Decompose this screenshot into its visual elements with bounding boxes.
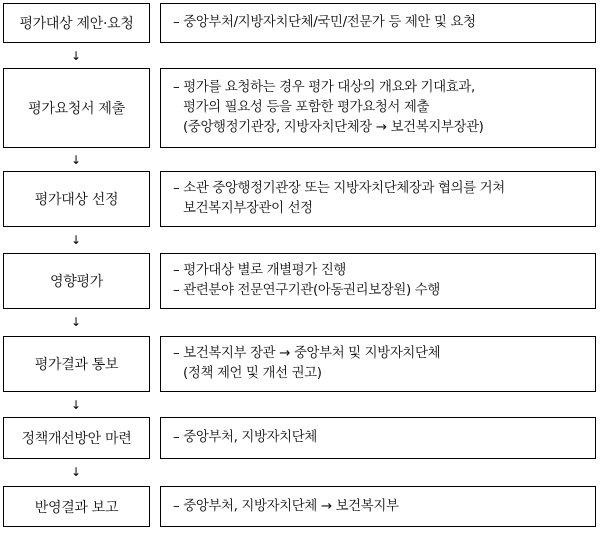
detail-box [160,3,596,43]
detail-box [160,253,596,309]
detail-line: – 평가를 요청하는 경우 평가 대상의 개요와 기대효과, [173,80,475,95]
detail-line: – 보건복지부 장관 → 중앙부처 및 지방자치단체 [173,346,441,361]
step-selection [0,171,600,227]
flow-arrow: ↓ [70,153,82,167]
step-result-report [0,486,600,527]
stage-box: 평가대상 선정 [3,171,150,227]
detail-box [160,417,596,459]
detail-line: 보건복지부장관이 선정 [183,201,313,216]
detail-box [160,68,596,148]
detail-box [160,336,596,392]
detail-box [160,171,596,227]
step-assessment [0,253,600,309]
detail-box [160,486,596,527]
step-request [0,68,600,148]
stage-box: 정책개선방안 마련 [3,417,150,459]
flow-arrow: ↓ [70,49,82,63]
flow-arrow: ↓ [70,398,82,412]
detail-line: 평가의 필요성 등을 포함한 평가요청서 제출 [183,100,430,115]
flow-arrow: ↓ [70,315,82,329]
stage-box: 반영결과 보고 [3,486,150,527]
step-improvement-plan [0,417,600,459]
stage-box: 영향평가 [3,253,150,309]
flow-arrow: ↓ [70,465,82,479]
detail-line: (중앙행정기관장, 지방자치단체장 → 보건복지부장관) [183,120,484,135]
detail-line: – 소관 중앙행정기관장 또는 지방자치단체장과 협의를 거쳐 [173,181,505,196]
stage-box: 평가결과 통보 [3,336,150,392]
flow-arrow: ↓ [70,233,82,247]
stage-box: 평가요청서 제출 [3,68,150,148]
detail-line: – 중앙부처, 지방자치단체 → 보건복지부 [173,498,399,514]
stage-box: 평가대상 제안·요청 [3,3,150,43]
detail-line: – 평가대상 별로 개별평가 진행 [173,263,346,278]
step-proposal [0,3,600,43]
step-notification [0,336,600,392]
detail-line: – 중앙부처/지방자치단체/국민/전문가 등 제안 및 요청 [173,15,476,30]
detail-line: – 관련분야 전문연구기관(아동권리보장원) 수행 [173,283,440,298]
detail-line: – 중앙부처, 지방자치단체 [173,430,317,445]
detail-line: (정책 제언 및 개선 권고) [183,366,322,381]
